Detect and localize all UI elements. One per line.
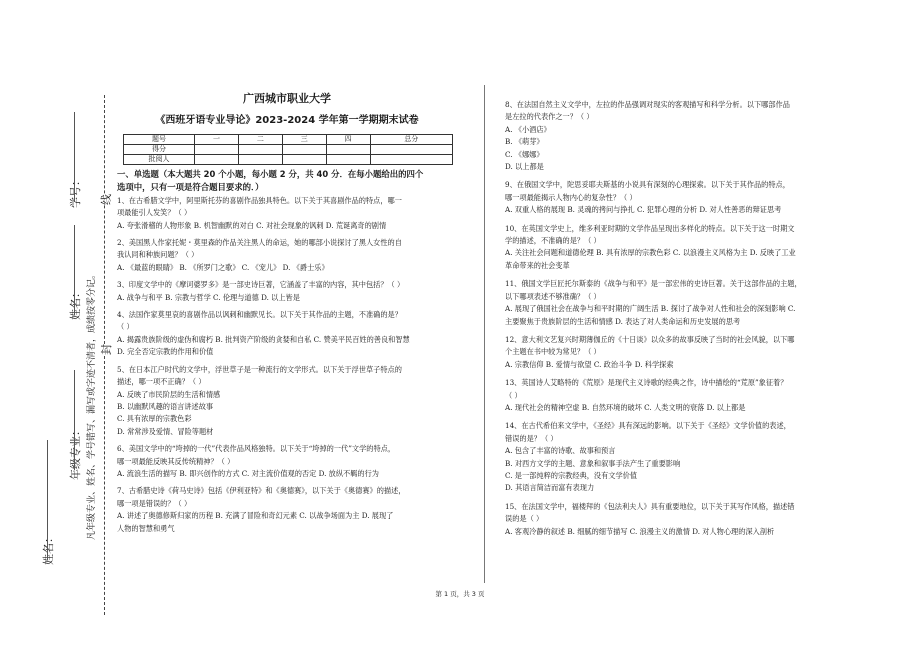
question-stem: 哪一项最能反映其反传统精神？（ ）	[117, 456, 235, 466]
question-stem: 1、在古希腊文学中，阿里斯托芬的喜剧作品独具特色。以下关于其喜剧作品的特点，哪一	[117, 195, 402, 205]
grader-cell[interactable]	[282, 154, 326, 164]
table-cell: 一	[195, 134, 239, 144]
question-options: A. 夸张滑稽的人物形象 B. 机智幽默的对白 C. 对社会现象的讽刺 D. 荒诞离奇的剧情	[117, 220, 387, 230]
question-options: A. 反映了市民阶层的生活和情感	[117, 389, 221, 399]
name-label-top: 姓名：	[69, 287, 82, 320]
question-stem: 6、美国文学中的“垮掉的一代”代表作品风格独特。以下关于“垮掉的一代”文学的特点，	[117, 444, 396, 454]
question-list	[117, 195, 457, 535]
section-title	[117, 168, 457, 194]
question-item	[117, 195, 457, 232]
table-cell: 批阅人	[124, 154, 195, 164]
question-options: C. 是一部纯粹的宗教经典，没有文学价值	[505, 470, 638, 480]
question-options: A. 揭露贵族阶级的虚伪和腐朽 B. 批判资产阶级的贪婪和自私 C. 赞美平民百姓的善良和智慧	[117, 334, 410, 344]
seal-line	[104, 95, 105, 615]
score-cell[interactable]	[195, 144, 239, 154]
line-mark: 线	[100, 194, 113, 205]
right-column	[505, 98, 843, 538]
question-stem: 学的描述，不准确的是？（ ）	[505, 236, 601, 246]
question-options: A. 讲述了奥德修斯归家的历程 B. 充满了冒险和奇幻元素 C. 以战争场面为主 D. 展现了	[117, 511, 394, 521]
question-options: A. 现代社会的精神空虚 B. 自然环境的破坏 C. 人类文明的衰落 D. 以上都是	[505, 402, 746, 412]
question-stem: （ ）	[505, 390, 522, 400]
question-stem: 3、印度文学中的《摩诃婆罗多》是一部史诗巨著，它涵盖了丰富的内容，其中包括？（ ）	[117, 280, 405, 290]
question-stem: 4、法国作家莫里哀的喜剧作品以讽刺和幽默见长。以下关于其作品的主题，不准确的是？	[117, 310, 402, 320]
grader-cell[interactable]	[370, 154, 452, 164]
question-stem: 5、在日本江户时代的文学中，浮世草子是一种流行的文学形式。以下关于浮世草子特点的	[117, 364, 402, 374]
table-cell: 题号	[124, 134, 195, 144]
major-line	[74, 370, 75, 470]
question-stem: 7、古希腊史诗《荷马史诗》包括《伊利亚特》和《奥德赛》，以下关于《奥德赛》的描述，	[117, 486, 406, 496]
grader-row	[124, 154, 453, 164]
question-options: D. 以上都是	[505, 162, 544, 172]
question-options: 主要聚焦于贵族阶层的生活和情感 D. 表达了对人类命运和历史发展的思考	[505, 316, 741, 326]
question-item	[117, 279, 457, 304]
seal-mark: 封	[100, 344, 113, 355]
page-number: 第 1 页，共 3 页	[435, 590, 485, 598]
question-options: C. 《娜娜》	[505, 149, 544, 159]
question-item	[117, 364, 457, 438]
question-options: D. 常常涉及爱情、冒险等题材	[117, 426, 214, 436]
left-column	[117, 90, 457, 535]
filling-notice: 凡年级专业、姓名、学号错写、漏写或字迹不清者，成绩按零分记。	[87, 269, 97, 540]
question-stem: 15、在法国文学中，福楼拜的《包法利夫人》具有重要地位，以下关于其写作风格，描述错	[505, 501, 795, 511]
question-stem: 13、英国诗人艾略特的《荒原》是现代主义诗歌的经典之作，诗中描绘的“荒原”象征着？	[505, 378, 788, 388]
question-item	[505, 179, 843, 216]
grader-cell[interactable]	[195, 154, 239, 164]
question-item	[505, 223, 843, 273]
question-options: B. 对西方文学的主题、意象和叙事手法产生了重要影响	[505, 458, 681, 468]
question-options: A. 宗教信仰 B. 爱情与欲望 C. 政治斗争 D. 科学探索	[505, 359, 674, 369]
question-stem: 描述，哪一项不正确？（ ）	[117, 377, 206, 387]
question-item	[505, 99, 843, 173]
question-options: 革命带来的社会变革	[505, 260, 570, 270]
question-item	[117, 237, 457, 274]
question-item	[505, 278, 843, 328]
question-stem: 11、俄国文学巨匠托尔斯泰的《战争与和平》是一部宏伟的史诗巨著。关于这部作品的主题，	[505, 279, 802, 289]
question-stem: 误的是（ ）	[505, 514, 544, 524]
question-options: A. 双重人格的展现 B. 灵魂的拷问与挣扎 C. 犯罪心理的分析 D. 对人性善恶的辩证思考	[505, 205, 782, 215]
table-cell: 三	[282, 134, 326, 144]
question-options: A. 《小酒店》	[505, 124, 551, 134]
score-cell[interactable]	[370, 144, 452, 154]
question-item	[505, 420, 843, 494]
name-line-top	[74, 225, 75, 315]
grader-cell[interactable]	[238, 154, 282, 164]
question-options: A. 战争与和平 B. 宗教与哲学 C. 伦理与道德 D. 以上皆是	[117, 292, 300, 302]
school-name: 广西城市职业大学	[243, 92, 331, 105]
question-stem: 14、在古代希伯来文学中，《圣经》具有深远的影响。以下关于《圣经》文学价值的表述，	[505, 421, 791, 431]
question-options: D. 其语言简洁而富有表现力	[505, 483, 595, 493]
question-stem: 我认同和种族问题？（ ）	[117, 250, 199, 260]
question-item	[117, 443, 457, 480]
question-options: A. 客观冷静的叙述 B. 细腻的细节描写 C. 浪漫主义的激情 D. 对人物心理的深入剖析	[505, 526, 775, 536]
table-cell: 四	[326, 134, 370, 144]
question-stem: 是左拉的代表作之一？（ ）	[505, 112, 594, 122]
question-stem: 个主题在书中较为常见？（ ）	[505, 347, 601, 357]
question-options: A. 关注社会问题和道德伦理 B. 具有浓厚的宗教色彩 C. 以浪漫主义风格为主 D. 反映了工业	[505, 248, 796, 258]
major-label: 年级专业：	[69, 425, 82, 480]
column-divider	[484, 85, 485, 583]
binding-margin	[0, 0, 115, 651]
question-options: B. 以幽默风趣的语言讲述故事	[117, 401, 214, 411]
grader-cell[interactable]	[326, 154, 370, 164]
question-stem: 10、在英国文学史上，维多利亚时期的文学作品呈现出多样化的特点。以下关于这一时期文	[505, 223, 795, 233]
question-item	[117, 485, 457, 535]
question-stem: 项最能引人发笑？（ ）	[117, 208, 192, 218]
question-options: 人物的智慧和勇气	[117, 523, 175, 533]
score-cell[interactable]	[326, 144, 370, 154]
table-cell: 得分	[124, 144, 195, 154]
table-cell: 二	[238, 134, 282, 144]
question-options: A. 包含了丰富的诗歌、故事和预言	[505, 446, 616, 456]
question-item	[505, 334, 843, 371]
question-stem: 8、在法国自然主义文学中，左拉的作品强调对现实的客观描写和科学分析。以下哪部作品	[505, 100, 790, 109]
score-row	[124, 144, 453, 154]
question-stem: 12、意大利文艺复兴时期薄伽丘的《十日谈》以众多的故事反映了当时的社会风貌，以下哪	[505, 334, 795, 344]
question-options: C. 具有浓厚的宗教色彩	[117, 414, 192, 424]
question-stem: 哪一项是错误的？（ ）	[117, 498, 192, 508]
student-id-line	[74, 112, 75, 202]
score-table	[123, 134, 453, 165]
name-label: 姓名：	[42, 532, 55, 565]
question-stem: 2、美国黑人作家托妮・莫里森的作品关注黑人的命运，她的哪部小说探讨了黑人女性的自	[117, 238, 402, 248]
name-line	[47, 440, 48, 560]
question-stem: 9、在俄国文学中，陀思妥耶夫斯基的小说具有深刻的心理探索。以下关于其作品的特点，	[505, 180, 790, 190]
question-options: B. 《萌芽》	[505, 137, 544, 147]
question-item	[505, 501, 843, 538]
section-title-line: 选项中，只有一项是符合题目要求的．）	[117, 181, 264, 192]
section-title-line: 一、单选题（本大题共 20 个小题，每小题 2 分，共 40 分．在每小题给出的四个	[117, 168, 424, 179]
exam-title: 《西班牙语专业导论》2023-2024 学年第一学期期末试卷	[155, 115, 419, 127]
score-table-header-row	[124, 134, 453, 144]
question-options: A. 展现了俄国社会在战争与和平时期的广阔生活 B. 探讨了战争对人性和社会的深刻影响 C.	[505, 304, 796, 314]
table-cell: 总分	[370, 134, 452, 144]
question-options: D. 完全否定宗教的作用和价值	[117, 347, 214, 357]
score-cell[interactable]	[282, 144, 326, 154]
question-options: A. 流浪生活的描写 B. 即兴创作的方式 C. 对主流价值观的否定 D. 放纵不羁的行为	[117, 468, 379, 478]
question-item	[505, 377, 843, 414]
question-stem: 哪一项最能揭示人物内心的复杂性？（ ）	[505, 192, 637, 202]
student-id-label: 学号：	[69, 175, 82, 208]
question-item	[117, 309, 457, 359]
question-stem: 以下哪项表述不够准确？（ ）	[505, 291, 601, 301]
question-list	[505, 99, 843, 538]
question-options: A. 《最蓝的眼睛》 B. 《所罗门之歌》 C. 《宠儿》 D. 《爵士乐》	[117, 262, 329, 272]
question-stem: （ ）	[117, 322, 134, 332]
score-cell[interactable]	[238, 144, 282, 154]
question-stem: 错误的是？（ ）	[505, 433, 558, 443]
